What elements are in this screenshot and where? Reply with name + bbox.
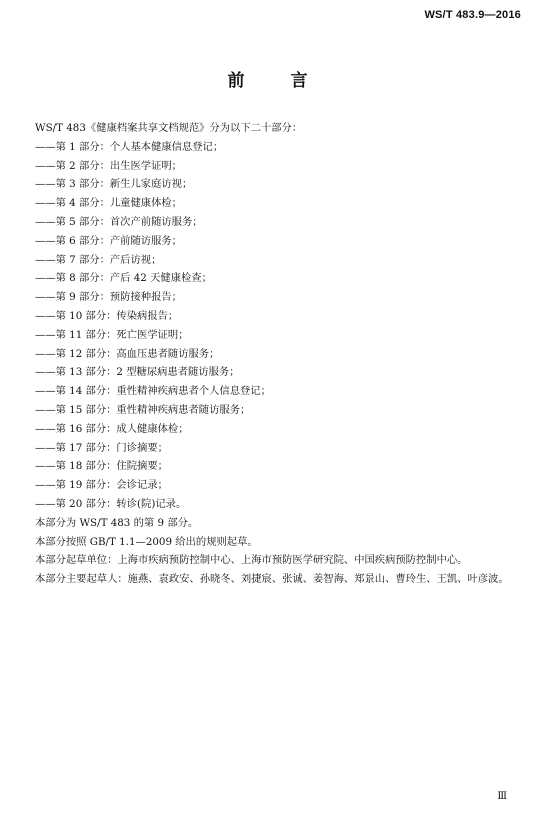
- part-list-item: ——第 19 部分：会诊记录；: [35, 479, 168, 492]
- part-list-item: ——第 6 部分：产前随访服务；: [35, 234, 182, 247]
- part-list-item: ——第 10 部分：传染病报告；: [35, 309, 179, 322]
- part-list-item: ——第 8 部分：产后 42 天健康检查；: [35, 272, 212, 285]
- statement-line: 本部分按照 GB/T 1.1—2009 给出的规则起草。: [35, 535, 258, 548]
- part-list-item: ——第 11 部分：死亡医学证明；: [35, 328, 189, 341]
- intro-line: WS/T 483《健康档案共享文档规范》分为以下二十部分：: [35, 122, 303, 134]
- statement-line: 本部分为 WS/T 483 的第 9 部分。: [35, 516, 199, 529]
- part-list-item: ——第 1 部分：个人基本健康信息登记；: [35, 140, 224, 153]
- standard-code: WS/T 483.9—2016: [424, 9, 521, 21]
- part-list-item: ——第 15 部分：重性精神疾病患者随访服务；: [35, 403, 251, 416]
- page-title: 前 言: [227, 71, 328, 91]
- page-number: Ⅲ: [497, 791, 507, 802]
- foreword-body: [35, 119, 521, 589]
- statement-line: 本部分起草单位：上海市疾病预防控制中心、上海市预防医学研究院、中国疾病预防控制中心。: [35, 554, 468, 567]
- part-list-item: ——第 7 部分：产后访视；: [35, 253, 162, 266]
- part-list-item: ——第 20 部分：转诊(院)记录。: [35, 497, 187, 510]
- part-list-item: ——第 14 部分：重性精神疾病患者个人信息登记；: [35, 385, 271, 398]
- part-list-item: ——第 13 部分：2 型糖尿病患者随访服务；: [35, 366, 240, 379]
- part-list-item: ——第 18 部分：住院摘要；: [35, 460, 168, 473]
- part-list-item: ——第 16 部分：成人健康体检；: [35, 422, 189, 435]
- part-list-item: ——第 3 部分：新生儿家庭访视；: [35, 178, 193, 191]
- part-list-item: ——第 2 部分：出生医学证明；: [35, 159, 182, 172]
- statement-line: 本部分主要起草人：施燕、袁政安、孙晓冬、刘捷宸、张诚、姜智海、郑景山、曹玲生、王凯、叶彦波。: [35, 573, 509, 586]
- part-list-item: ——第 5 部分：首次产前随访服务；: [35, 215, 203, 228]
- part-list-item: ——第 17 部分：门诊摘要；: [35, 441, 168, 454]
- part-list-item: ——第 4 部分：儿童健康体检；: [35, 197, 182, 210]
- part-list-item: ——第 12 部分：高血压患者随访服务；: [35, 347, 220, 360]
- part-list-item: ——第 9 部分：预防接种报告；: [35, 291, 182, 304]
